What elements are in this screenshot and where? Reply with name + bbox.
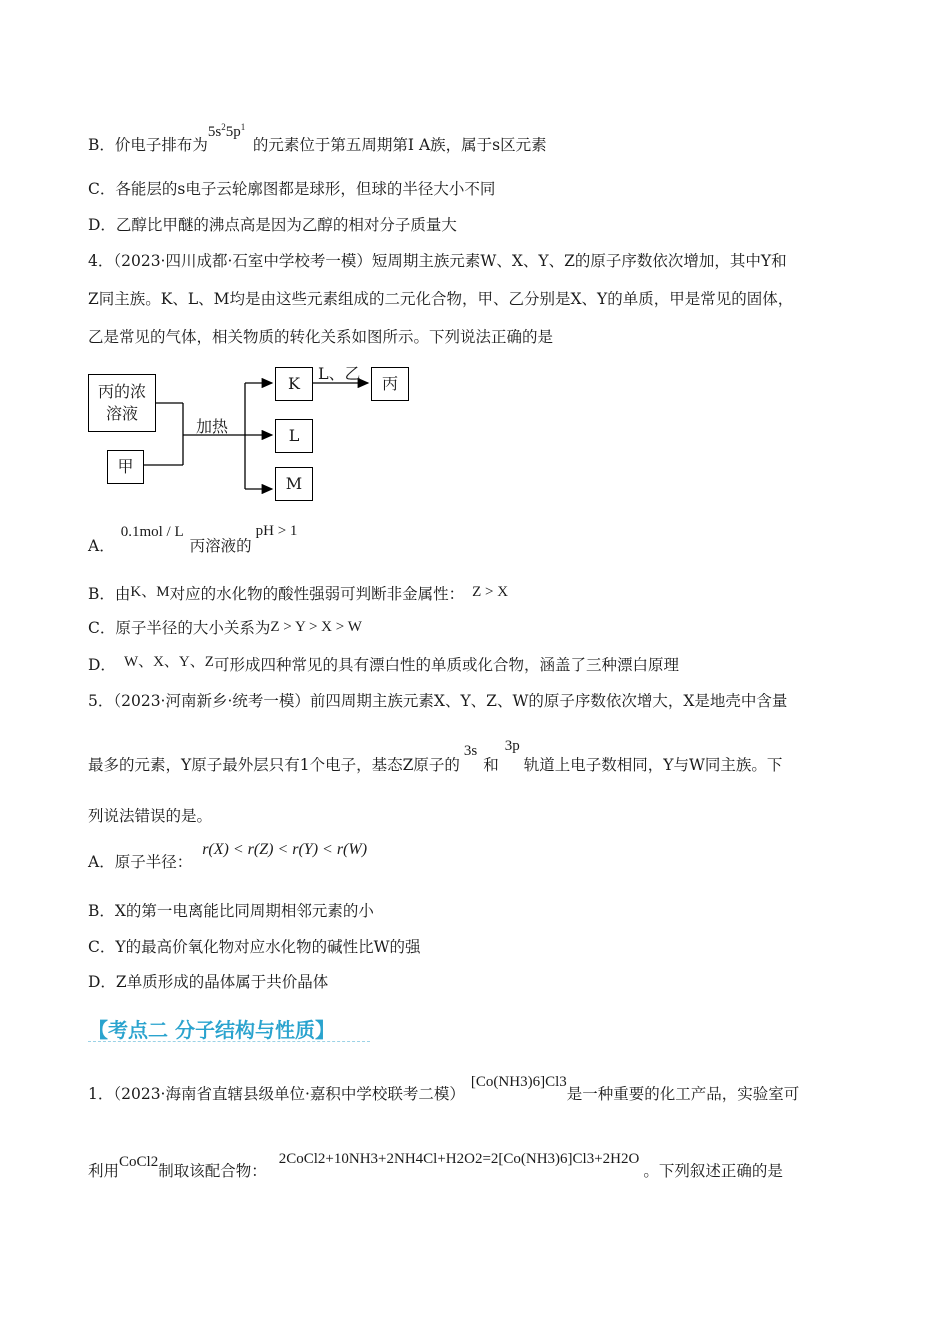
- box-concentrated-solution: 丙的浓 溶液: [88, 374, 156, 432]
- nonmetal-relation: Z > X: [472, 584, 509, 600]
- box-bing: 丙: [371, 367, 409, 401]
- box-jia: 甲: [107, 450, 144, 484]
- q5-option-d: D．Z单质形成的晶体属于共价晶体: [88, 973, 329, 991]
- q5-option-a: A．原子半径：r(X) < r(Z) < r(Y) < r(W): [88, 841, 368, 871]
- compounds-km: K、M: [130, 584, 170, 600]
- box-m: M: [275, 467, 313, 501]
- q3-option-d: D．乙醇比甲醚的沸点高是因为乙醇的相对分子质量大: [88, 216, 457, 234]
- complex-formula: [Co(NH3)6]Cl3: [470, 1074, 567, 1090]
- radius-relation: Z > Y > X > W: [270, 619, 362, 635]
- box-l: L: [275, 419, 313, 453]
- q3-option-b: B．价电子排布为$5s^25p^1$的元素位于第五周期第Ⅰ A族，属于s区元素: [88, 131, 547, 156]
- heat-label: 加热: [196, 417, 229, 436]
- section-heading: 【考点二 分子结构与性质】: [88, 1018, 335, 1042]
- reaction-equation: 2CoCl2+10NH3+2NH4Cl+H2O2=2[Co(NH3)6]Cl3+2H2O: [278, 1151, 640, 1167]
- q5-option-c: C．Y的最高价氧化物对应水化物的碱性比W的强: [88, 938, 421, 956]
- electron-config: $5s^25p^1$: [207, 122, 246, 140]
- arrow-label: L、乙: [318, 364, 361, 383]
- q4-stem-line3: 乙是常见的气体，相关物质的转化关系如图所示。下列说法正确的是: [88, 328, 554, 346]
- box-k: K: [275, 367, 313, 401]
- q5-option-b: B．X的第一电离能比同周期相邻元素的小: [88, 902, 374, 920]
- diagram-connectors: [0, 0, 950, 520]
- q5-stem-line2: 最多的元素，Y原子最外层只有1个电子，基态Z原子的3s和3p轨道上电子数相同，Y与W同主族。下: [88, 738, 783, 774]
- concentration: 0.1mol / L: [120, 524, 184, 540]
- q4-option-d: D． W、X、Y、Z可形成四种常见的具有漂白性的单质或化合物，涵盖了三种漂白原理: [88, 654, 679, 674]
- q4-stem-line2: Z同主族。K、L、M均是由这些元素组成的二元化合物，甲、乙分别是X、Y的单质，甲是常见的固体，: [88, 290, 794, 308]
- ph-value: pH > 1: [255, 523, 298, 539]
- s2q1-line2: 利用CoCl2制取该配合物：2CoCl2+10NH3+2NH4Cl+H2O2=2[Co(NH3)6]Cl3+2H2O。下列叙述正确的是: [88, 1151, 783, 1180]
- heading-divider: [88, 1041, 370, 1042]
- q5-stem-line3: 列说法错误的是。: [88, 807, 213, 825]
- q5-stem-line1: 5．（2023·河南新乡·统考一模）前四周期主族元素X、Y、Z、W的原子序数依次增大，X是地壳中含量: [88, 692, 788, 710]
- q4-option-b: B．由K、M对应的水化物的酸性强弱可判断非金属性： Z > X: [88, 584, 509, 603]
- q3-option-c: C．各能层的s电子云轮廓图都是球形，但球的半径大小不同: [88, 180, 496, 198]
- q4-option-c: C．原子半径的大小关系为Z > Y > X > W: [88, 619, 362, 637]
- q4-stem-line1: 4．（2023·四川成都·石室中学校考一模）短周期主族元素W、X、Y、Z的原子序数依次增加，其中Y和: [88, 252, 787, 270]
- q4-option-a: A．0.1mol / L丙溶液的pH > 1: [88, 523, 298, 555]
- orbital-3p: 3p: [504, 738, 520, 754]
- elements-wxyz: W、X、Y、Z: [123, 654, 214, 670]
- s2q1-line1: 1．（2023·海南省直辖县级单位·嘉积中学校联考二模）[Co(NH3)6]Cl3是一种重要的化工产品，实验室可: [88, 1074, 800, 1103]
- reagent-formula: CoCl2: [119, 1154, 159, 1170]
- orbital-3s: 3s: [463, 743, 478, 759]
- radius-inequality: r(X) < r(Z) < r(Y) < r(W): [202, 841, 368, 858]
